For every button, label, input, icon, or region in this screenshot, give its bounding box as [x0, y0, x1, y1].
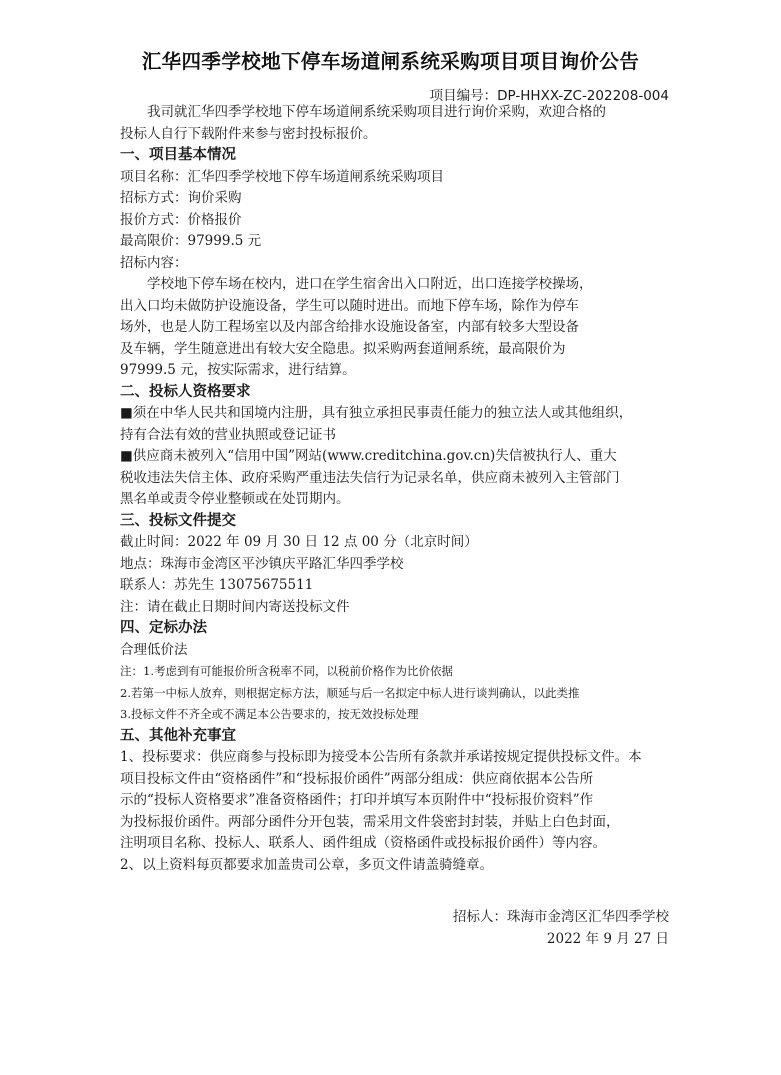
supplement-line: 为投标报价函件。两部分函件分开包装，需采用文件袋密封封装，并贴上白色封面， [120, 813, 620, 830]
price-limit: 最高限价：97999.5 元 [120, 233, 262, 249]
content-line: 及车辆，学生随意进出有较大安全隐患。拟采购两套道闸系统，最高限价为 [120, 340, 566, 357]
qualification-line: 黑名单或责令停业整顿或在处罚期内。 [120, 491, 350, 507]
intro-line: 投标人自行下载附件来参与密封投标报价。 [120, 125, 377, 142]
supplement-line: 注明项目名称、投标人、联系人、函件组成（资格函件或投标报价函件）等内容。 [120, 835, 606, 851]
award-note: 注：1.考虑到有可能报价所含税率不同，以税前价格作为比价依据 [120, 664, 453, 678]
project-number: 项目编号：DP-HHXX-ZC-202208-004 [429, 88, 669, 104]
qualification-line: ■须在中华人民共和国境内注册，具有独立承担民事责任能力的独立法人或其他组织， [120, 405, 633, 421]
content-line: 学校地下停车场在校内，进口在学生宿舍出入口附近，出口连接学校操场， [147, 276, 593, 292]
contact: 联系人：苏先生 13075675511 [120, 577, 314, 593]
section-heading: 三、投标文件提交 [120, 512, 236, 529]
issue-date: 2022 年 9 月 27 日 [546, 931, 669, 947]
section-heading: 四、定标办法 [120, 620, 207, 636]
issuer: 招标人：珠海市金湾区汇华四季学校 [453, 909, 669, 925]
supplement-line: 2、以上资料每页都要求加盖贵司公章，多页文件请盖骑缝章。 [120, 856, 494, 873]
section-heading: 二、投标人资格要求 [120, 383, 251, 400]
qualification-line: 税收违法失信主体、政府采购严重违法失信行为记录名单，供应商未被列入主管部门 [120, 469, 620, 486]
qualification-line: ■供应商未被列入“信用中国”网站(www.creditchina.gov.cn)失信被执行人、重大 [120, 448, 617, 464]
intro-line: 我司就汇华四季学校地下停车场道闸系统采购项目进行询价采购，欢迎合格的 [147, 104, 606, 120]
qualification-line: 持有合法有效的营业执照或登记证书 [120, 426, 336, 443]
section-heading: 一、项目基本情况 [120, 147, 236, 163]
content-line: 97999.5 元，按实际需求，进行结算。 [120, 362, 356, 378]
section-heading: 五、其他补充事宜 [120, 727, 236, 744]
supplement-line: 项目投标文件由“资格函件”和“投标报价函件”两部分组成：供应商依据本公告所 [120, 770, 594, 787]
award-note: 2.若第一中标人放弃，则根据定标方法，顺延与后一名拟定中标人进行谈判确认，以此类推 [120, 685, 580, 700]
document-title: 汇华四季学校地下停车场道闸系统采购项目项目询价公告 [141, 50, 640, 73]
supplement-line: 1、投标要求：供应商参与投标即为接受本公告所有条款并承诺按规定提供投标文件。本 [120, 749, 642, 765]
award-note: 3.投标文件不齐全或不满足本公告要求的，按无效投标处理 [120, 707, 419, 721]
address: 地点：珠海市金湾区平沙镇庆平路汇华四季学校 [120, 555, 404, 572]
quote-method: 报价方式：价格报价 [120, 211, 242, 228]
tender-method: 招标方式：询价采购 [120, 190, 242, 206]
project-name: 项目名称：汇华四季学校地下停车场道闸系统采购项目 [120, 168, 444, 185]
award-method: 合理低价法 [120, 641, 188, 658]
document-body [120, 102, 675, 876]
content-line: 场外，也是人防工程场室以及内部含给排水设施设备室，内部有较多大型设备 [120, 319, 579, 335]
deadline: 截止时间：2022 年 09 月 30 日 12 点 00 分（北京时间） [120, 534, 478, 550]
content-line: 出入口均未做防护设施设备，学生可以随时进出。而地下停车场，除作为停车 [120, 297, 579, 314]
submission-note: 注：请在截止日期时间内寄送投标文件 [120, 598, 350, 615]
supplement-line: 示的“投标人资格要求”准备资格函件；打印并填写本页附件中“投标报价资料”作 [120, 792, 594, 808]
content-label: 招标内容： [120, 254, 188, 271]
